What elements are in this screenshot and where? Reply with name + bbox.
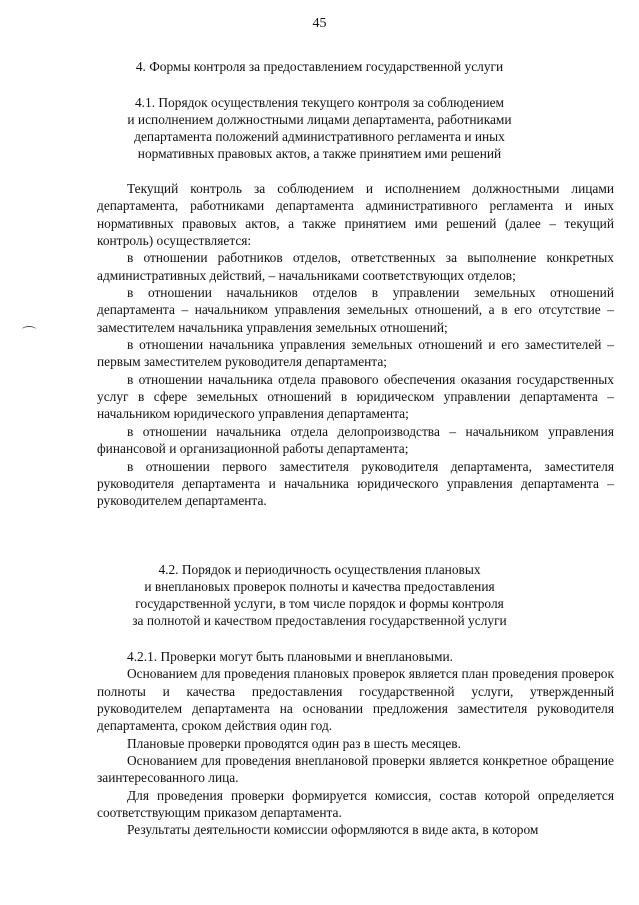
paragraph: Текущий контроль за соблюдением и исполнением должностными лицами департамента, работниками департамента административного регламента и иных нормативных правовых актов, а также принятием ими решений (далее – текущий контроль) осуществляется: [97, 181, 614, 249]
paragraph: в отношении начальников отделов в управлении земельных отношений департамента – начальником управления земельных отношений, а в его отсутствие – заместителем начальника управления земельных отношений; [97, 285, 614, 335]
heading-line: государственной услуги, в том числе порядок и формы контроля [135, 596, 504, 611]
paragraph: в отношении начальника отдела делопроизводства – начальником управления финансовой и организационной работы департамента; [97, 423, 614, 457]
paragraph: 4.2.1. Проверки могут быть плановыми и внеплановыми. [127, 649, 453, 664]
paragraph: в отношении начальника отдела правового обеспечения оказания государственных услуг в сфере земельных отношений в юридическом управлении департамента – начальником юридического управления департамента; [97, 371, 614, 422]
page-number: 45 [312, 16, 327, 31]
heading-line: департамента положений административного регламента и иных [134, 129, 505, 144]
paragraph: в отношении начальника управления земельных отношений и его заместителей – первым заместителем руководителя департамента; [97, 337, 614, 370]
binding-hole-mark [22, 326, 36, 333]
heading-line: и исполнением должностными лицами департамента, работниками [127, 112, 512, 127]
paragraph: Основанием для проведения внеплановой проверки является конкретное обращение заинтересованного лица. [97, 753, 614, 786]
heading-line: и внеплановых проверок полноты и качества предоставления [144, 579, 495, 594]
heading-line: 4.1. Порядок осуществления текущего контроля за соблюдением [134, 95, 505, 110]
current-control-text [97, 180, 614, 510]
paragraph: Для проведения проверки формируется комиссия, состав которой определяется соответствующим приказом департамента. [97, 787, 614, 821]
heading-line: за полнотой и качеством предоставления государственной услуги [132, 613, 507, 628]
heading-line: 4.2. Порядок и периодичность осуществления плановых [158, 562, 481, 577]
paragraph: в отношении работников отделов, ответственных за выполнение конкретных административных действий, – начальниками соответствующих отделов; [97, 250, 614, 283]
section-title: 4. Формы контроля за предоставлением государственной услуги [135, 59, 504, 74]
inspections-text [97, 648, 614, 839]
paragraph: Плановые проверки проводятся один раз в шесть месяцев. [127, 735, 461, 751]
paragraph: в отношении первого заместителя руководителя департамента, заместителя руководителя департамента и начальника юридического управления департамента – руководителем департамента. [97, 458, 614, 509]
paragraph: Результаты деятельности комиссии оформляются в виде акта, в котором [127, 822, 539, 838]
paragraph: Основанием для проведения плановых проверок является план проведения проверок полноты и качества предоставления государственной услуги, утвержденный руководителем департамента на основании предложения заместителя руководителя департамента, сроком действия один год. [97, 666, 614, 734]
heading-line: нормативных правовых актов, а также принятием ими решений [137, 146, 502, 161]
